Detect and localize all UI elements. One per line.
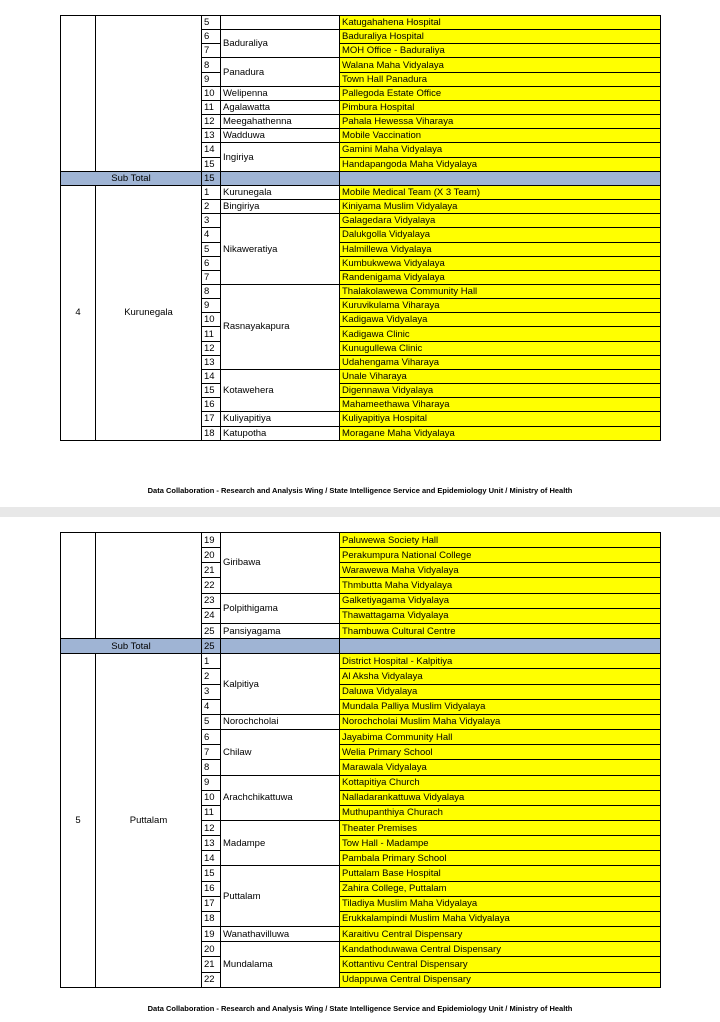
page-2 xyxy=(0,517,720,1022)
row-number: 11 xyxy=(202,327,221,341)
division-name: Agalawatta xyxy=(221,100,340,114)
vaccination-centers-table-2 xyxy=(60,532,661,988)
subtotal-label: Sub Total xyxy=(61,171,202,185)
row-number: 18 xyxy=(202,911,221,926)
row-number: 3 xyxy=(202,214,221,228)
row-number: 13 xyxy=(202,355,221,369)
division-name: Mundalama xyxy=(221,942,340,987)
district-name: Puttalam xyxy=(96,654,202,987)
division-name: Norochcholai xyxy=(221,714,340,729)
location-name: Perakumpura National College xyxy=(340,548,661,563)
row-number: 17 xyxy=(202,412,221,426)
row-number: 20 xyxy=(202,548,221,563)
location-name: Thmbutta Maha Vidyalaya xyxy=(340,578,661,593)
row-number: 5 xyxy=(202,242,221,256)
district-name-cell xyxy=(96,533,202,639)
location-name: Kuliyapitiya Hospital xyxy=(340,412,661,426)
row-number: 18 xyxy=(202,426,221,440)
row-number: 23 xyxy=(202,593,221,608)
row-number: 13 xyxy=(202,129,221,143)
row-number: 22 xyxy=(202,578,221,593)
subtotal-label: Sub Total xyxy=(61,639,202,654)
location-name: Galagedara Vidyalaya xyxy=(340,214,661,228)
row-number: 14 xyxy=(202,851,221,866)
row-number: 11 xyxy=(202,100,221,114)
subtotal-row xyxy=(61,171,661,185)
location-name: Marawala Vidyalaya xyxy=(340,760,661,775)
location-name: Thambuwa Cultural Centre xyxy=(340,623,661,638)
row-number: 24 xyxy=(202,608,221,623)
vaccination-centers-table-1 xyxy=(60,15,661,441)
district-no-cell xyxy=(61,16,96,172)
location-name: Moragane Maha Vidyalaya xyxy=(340,426,661,440)
table-row xyxy=(61,16,661,30)
division-name: Giribawa xyxy=(221,533,340,594)
location-name: Pahala Hewessa Viharaya xyxy=(340,115,661,129)
row-number: 22 xyxy=(202,972,221,987)
location-name: Erukkalampindi Muslim Maha Vidyalaya xyxy=(340,911,661,926)
row-number: 16 xyxy=(202,881,221,896)
table-row xyxy=(61,533,661,548)
subtotal-row xyxy=(61,639,661,654)
location-name: Muthupanthiya Churach xyxy=(340,805,661,820)
row-number: 2 xyxy=(202,669,221,684)
row-number: 8 xyxy=(202,284,221,298)
row-number: 14 xyxy=(202,143,221,157)
location-name: Walana Maha Vidyalaya xyxy=(340,58,661,72)
location-name: Town Hall Panadura xyxy=(340,72,661,86)
row-number: 9 xyxy=(202,299,221,313)
location-name: Al Aksha Vidyalaya xyxy=(340,669,661,684)
division-name: Kalpitiya xyxy=(221,654,340,715)
location-name: Paluwewa Society Hall xyxy=(340,533,661,548)
district-name: Kurunegala xyxy=(96,185,202,440)
row-number: 7 xyxy=(202,44,221,58)
location-name: Udappuwa Central Dispensary xyxy=(340,972,661,987)
row-number: 19 xyxy=(202,533,221,548)
row-number: 5 xyxy=(202,714,221,729)
location-name: Karaitivu Central Dispensary xyxy=(340,927,661,942)
location-name: Mahameethawa Viharaya xyxy=(340,398,661,412)
division-name: Arachchikattuwa xyxy=(221,775,340,820)
division-name: Nikaweratiya xyxy=(221,214,340,285)
row-number: 21 xyxy=(202,563,221,578)
location-name: Daluwa Vidyalaya xyxy=(340,684,661,699)
location-name: Kadigawa Vidyalaya xyxy=(340,313,661,327)
location-name: Kunugullewa Clinic xyxy=(340,341,661,355)
location-name: Nalladarankattuwa Vidyalaya xyxy=(340,790,661,805)
row-number: 6 xyxy=(202,730,221,745)
row-number: 11 xyxy=(202,805,221,820)
division-name: Kotawehera xyxy=(221,369,340,411)
row-number: 9 xyxy=(202,72,221,86)
location-name: Kadigawa Clinic xyxy=(340,327,661,341)
row-number: 1 xyxy=(202,185,221,199)
row-number: 3 xyxy=(202,684,221,699)
division-name: Wanathavilluwa xyxy=(221,927,340,942)
row-number: 12 xyxy=(202,115,221,129)
location-name: MOH Office - Baduraliya xyxy=(340,44,661,58)
footer-credit: Data Collaboration - Research and Analysis Wing / State Intelligence Service and Epidemiology Unit / Ministry of Health xyxy=(147,486,573,495)
division-name: Kurunegala xyxy=(221,185,340,199)
location-name: Kottapitiya Church xyxy=(340,775,661,790)
location-name: Warawewa Maha Vidyalaya xyxy=(340,563,661,578)
page-separator xyxy=(0,507,720,517)
row-number: 13 xyxy=(202,836,221,851)
division-name: Bingiriya xyxy=(221,200,340,214)
location-name: Randenigama Vidyalaya xyxy=(340,270,661,284)
location-name: Kumbukwewa Vidyalaya xyxy=(340,256,661,270)
location-name: Tow Hall - Madampe xyxy=(340,836,661,851)
row-number: 7 xyxy=(202,745,221,760)
location-name: Puttalam Base Hospital xyxy=(340,866,661,881)
division-name: Ingiriya xyxy=(221,143,340,171)
row-number: 12 xyxy=(202,341,221,355)
location-name: Kuruvikulama Viharaya xyxy=(340,299,661,313)
row-number: 19 xyxy=(202,927,221,942)
row-number: 6 xyxy=(202,30,221,44)
row-number: 21 xyxy=(202,957,221,972)
row-number: 12 xyxy=(202,820,221,835)
location-name: Gamini Maha Vidyalaya xyxy=(340,143,661,157)
location-name: District Hospital - Kalpitiya xyxy=(340,654,661,669)
division-name: Baduraliya xyxy=(221,30,340,58)
location-name: Pallegoda Estate Office xyxy=(340,86,661,100)
division-name: Madampe xyxy=(221,820,340,865)
location-name: Tiladiya Muslim Maha Vidyalaya xyxy=(340,896,661,911)
division-name: Polpithigama xyxy=(221,593,340,623)
row-number: 17 xyxy=(202,896,221,911)
location-name: Pambala Primary School xyxy=(340,851,661,866)
row-number: 15 xyxy=(202,866,221,881)
row-number: 9 xyxy=(202,775,221,790)
location-name: Galketiyagama Vidyalaya xyxy=(340,593,661,608)
page-1 xyxy=(0,0,720,507)
location-name: Norochcholai Muslim Maha Vidyalaya xyxy=(340,714,661,729)
row-number: 10 xyxy=(202,86,221,100)
row-number: 6 xyxy=(202,256,221,270)
footer-credit: Data Collaboration - Research and Analysis Wing / State Intelligence Service and Epidemiology Unit / Ministry of Health xyxy=(147,1004,573,1013)
division-name: Katupotha xyxy=(221,426,340,440)
subtotal-blank xyxy=(340,171,661,185)
table-row xyxy=(61,185,661,199)
row-number: 7 xyxy=(202,270,221,284)
location-name: Mobile Medical Team (X 3 Team) xyxy=(340,185,661,199)
location-name: Kottantivu Central Dispensary xyxy=(340,957,661,972)
location-name: Welia Primary School xyxy=(340,745,661,760)
district-number: 4 xyxy=(61,185,96,440)
division-name: Panadura xyxy=(221,58,340,86)
division-name: Kuliyapitiya xyxy=(221,412,340,426)
row-number: 25 xyxy=(202,623,221,638)
district-no-cell xyxy=(61,533,96,639)
location-name: Digennawa Vidyalaya xyxy=(340,384,661,398)
division-cell xyxy=(221,16,340,30)
division-name: Pansiyagama xyxy=(221,623,340,638)
division-name: Puttalam xyxy=(221,866,340,927)
location-name: Katugahahena Hospital xyxy=(340,16,661,30)
location-name: Kandathoduwawa Central Dispensary xyxy=(340,942,661,957)
row-number: 4 xyxy=(202,699,221,714)
row-number: 4 xyxy=(202,228,221,242)
division-name: Chilaw xyxy=(221,730,340,775)
location-name: Baduraliya Hospital xyxy=(340,30,661,44)
row-number: 14 xyxy=(202,369,221,383)
location-name: Thawattagama Vidyalaya xyxy=(340,608,661,623)
row-number: 10 xyxy=(202,313,221,327)
location-name: Mundala Palliya Muslim Vidyalaya xyxy=(340,699,661,714)
location-name: Jayabima Community Hall xyxy=(340,730,661,745)
row-number: 8 xyxy=(202,58,221,72)
row-number: 5 xyxy=(202,16,221,30)
row-number: 20 xyxy=(202,942,221,957)
subtotal-blank xyxy=(221,171,340,185)
location-name: Theater Premises xyxy=(340,820,661,835)
table-row xyxy=(61,654,661,669)
location-name: Zahira College, Puttalam xyxy=(340,881,661,896)
location-name: Unale Viharaya xyxy=(340,369,661,383)
location-name: Dalukgolla Vidyalaya xyxy=(340,228,661,242)
location-name: Handapangoda Maha Vidyalaya xyxy=(340,157,661,171)
district-number: 5 xyxy=(61,654,96,987)
row-number: 16 xyxy=(202,398,221,412)
division-name: Welipenna xyxy=(221,86,340,100)
row-number: 2 xyxy=(202,200,221,214)
row-number: 10 xyxy=(202,790,221,805)
division-name: Rasnayakapura xyxy=(221,284,340,369)
location-name: Thalakolawewa Community Hall xyxy=(340,284,661,298)
location-name: Pimbura Hospital xyxy=(340,100,661,114)
subtotal-value: 15 xyxy=(202,171,221,185)
location-name: Kiniyama Muslim Vidyalaya xyxy=(340,200,661,214)
location-name: Mobile Vaccination xyxy=(340,129,661,143)
row-number: 15 xyxy=(202,157,221,171)
subtotal-value: 25 xyxy=(202,639,221,654)
district-name-cell xyxy=(96,16,202,172)
subtotal-blank xyxy=(340,639,661,654)
division-name: Meegahathenna xyxy=(221,115,340,129)
subtotal-blank xyxy=(221,639,340,654)
location-name: Udahengama Viharaya xyxy=(340,355,661,369)
division-name: Wadduwa xyxy=(221,129,340,143)
location-name: Halmillewa Vidyalaya xyxy=(340,242,661,256)
row-number: 15 xyxy=(202,384,221,398)
row-number: 1 xyxy=(202,654,221,669)
row-number: 8 xyxy=(202,760,221,775)
